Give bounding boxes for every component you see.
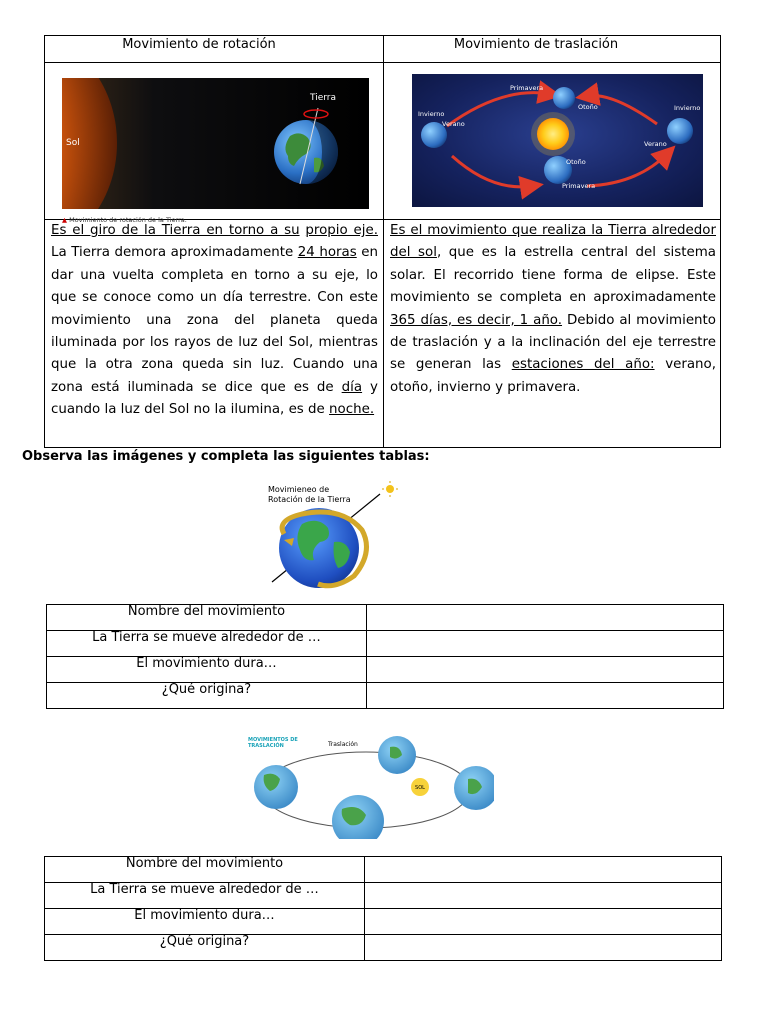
answer-cell[interactable] [367,657,724,683]
sun-icon [382,481,398,497]
label-otono-top: Otoño [578,103,598,111]
row-label: Nombre del movimiento [45,857,365,883]
row-label: La Tierra se mueve alrededor de … [45,883,365,909]
rotation-paragraph: Es el giro de la Tierra en torno a su propio eje. La Tierra demora aproximadamente 24 horas en dar una vuelta completa en torno a su eje, lo que se conoce como un día terrestre. Con este movimiento una zona del planeta queda iluminada por los rayos de luz del Sol, mientras que la otra zona queda sin luz. Cuando una zona está iluminada se dice que es de día y cuando la luz del Sol no la ilumina, es de noche. [51,223,379,418]
label-otono-bottom: Otoño [566,158,586,166]
row-label: El movimiento dura… [45,909,365,935]
answer-cell[interactable] [367,631,724,657]
row-label: ¿Qué origina? [45,935,365,961]
rotation-picture [62,78,369,209]
table-row [47,605,724,631]
answer-cell[interactable] [367,605,724,631]
label-invierno-right: Invierno [674,104,701,112]
row-label: ¿Qué origina? [47,683,367,709]
table-row [47,683,724,709]
orbit-label: Traslación [328,741,358,748]
answer-cell[interactable] [365,909,722,935]
translation-paragraph: Es el movimiento que realiza la Tierra alrededor del sol, que es la estrella central del sistema solar. El recorrido tiene forma de elipse. Este movimiento se completa en aproximadamente 365 días, es decir, 1 año. Debido al movimiento de traslación y a la inclinación del eje terrestre se generan las estaciones del año: verano, otoño, invierno y primavera. [390,223,716,395]
label-verano-right: Verano [644,140,667,148]
table-row [45,883,722,909]
table-row [47,657,724,683]
rotation-header: Movimiento de rotación [122,37,276,52]
comparison-table [44,35,721,448]
translation-table [44,856,722,961]
label-invierno-left: Invierno [418,110,445,118]
label-primavera-bottom: Primavera [562,182,596,190]
translation-picture [412,74,703,207]
translation-figure [242,735,494,839]
table-row [47,631,724,657]
table-row [45,909,722,935]
answer-cell[interactable] [367,683,724,709]
row-label: El movimiento dura… [47,657,367,683]
translation-figure-title-1: MOVIMIENTOS DE [248,737,298,743]
answer-cell[interactable] [365,883,722,909]
triangle-icon: ▲ [62,216,70,224]
rotation-caption: ▲ Movimiento de rotación de la Tierra. [62,216,187,224]
translation-header: Movimiento de traslación [453,37,619,52]
table-row [45,857,722,883]
tierra-label: Tierra [310,93,337,103]
rotation-table [46,604,724,709]
answer-cell[interactable] [365,935,722,961]
answer-cell[interactable] [365,857,722,883]
row-label: La Tierra se mueve alrededor de … [47,631,367,657]
row-label: Nombre del movimiento [47,605,367,631]
label-verano-left: Verano [442,120,465,128]
sol-label: Sol [66,138,80,148]
rotation-figure [262,480,402,592]
label-primavera-top: Primavera [510,84,544,92]
rotation-figure-title-2: Rotación de la Tierra [268,495,351,504]
translation-figure-title-2: TRASLACIÓN [248,743,284,749]
sun-label: SOL [415,785,425,791]
instruction-text: Observa las imágenes y completa las siguientes tablas: [22,449,430,464]
table-row [45,935,722,961]
rotation-figure-title-1: Movimieneo de [268,485,330,494]
